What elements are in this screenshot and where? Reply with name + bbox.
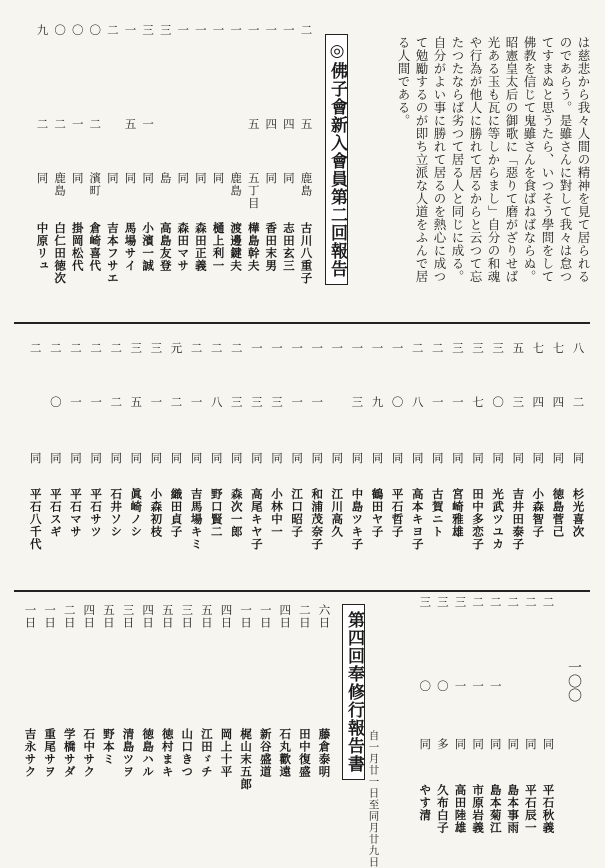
days-cell: 四日 — [278, 604, 293, 629]
month-cell: 一 — [176, 24, 191, 37]
month-cell: 七 — [531, 342, 546, 355]
day-cell: 一 — [89, 396, 104, 409]
day-cell: 二 — [169, 396, 184, 409]
day-cell: 〇 — [435, 680, 450, 693]
place-cell: 同 — [410, 452, 425, 465]
prose-line: は慈悲から我々人間の精神を見て居られる — [576, 36, 591, 283]
member-name: 古賀ニト — [430, 488, 445, 538]
month-cell: 一 — [264, 24, 279, 37]
member-name: 小林中一 — [270, 488, 284, 538]
place-cell: 同 — [264, 172, 279, 185]
member-name: 島本事雨 — [506, 784, 521, 834]
day-cell: 一 — [141, 118, 156, 131]
days-cell: 一日 — [23, 604, 38, 629]
days-cell: 一日 — [258, 604, 273, 629]
place-cell: 鹿島 — [229, 172, 244, 197]
member-name: 石中サク — [82, 728, 97, 778]
report-heading: ◎佛子會新入會員第二回報告 — [325, 34, 348, 285]
member-name: 和浦茂奈子 — [310, 488, 325, 551]
day-cell: 三 — [249, 396, 264, 409]
place-cell: 同 — [330, 452, 345, 465]
place-cell: 鹿島 — [299, 172, 314, 197]
day-cell: 一 — [453, 680, 468, 693]
place-cell: 同 — [35, 172, 50, 185]
month-cell: 三 — [453, 596, 468, 609]
prose-line: 佛教を信じて鬼雖さんを食ばねばならぬ。 — [522, 36, 537, 283]
month-cell: 二 — [410, 342, 425, 355]
days-cell: 二日 — [297, 604, 312, 629]
day-cell: 一 — [471, 680, 486, 693]
member-name: 野本ミ — [101, 728, 116, 766]
month-cell: 三 — [149, 342, 164, 355]
day-cell: 一 — [310, 396, 325, 409]
month-cell: 三 — [471, 342, 485, 355]
month-cell: 一 — [249, 342, 264, 355]
days-cell: 五日 — [160, 604, 175, 629]
place-cell: 五丁目 — [246, 172, 261, 210]
month-cell: 一 — [123, 24, 138, 37]
place-cell: 同 — [209, 452, 224, 465]
place-cell: 同 — [149, 452, 164, 465]
day-cell: 八 — [209, 396, 224, 409]
place-cell: 濱町 — [88, 172, 103, 197]
member-name: 清島ツヲ — [121, 728, 136, 778]
member-name: 田中多恋子 — [471, 488, 485, 551]
day-cell: 三 — [511, 396, 526, 409]
month-cell: 一 — [330, 342, 345, 355]
month-cell: 三 — [418, 596, 433, 609]
place-cell: 同 — [69, 452, 83, 465]
month-cell: 一 — [246, 24, 261, 37]
member-name: 吉永サク — [23, 728, 38, 778]
member-name: 重尾サヲ — [43, 728, 58, 778]
month-cell: 九 — [35, 24, 50, 37]
member-name: 馬場サイ — [123, 222, 138, 272]
day-cell: 四 — [264, 118, 279, 131]
day-cell: 一 — [69, 396, 83, 409]
day-cell: 一 — [488, 680, 503, 693]
day-cell: 九 — [370, 396, 385, 409]
day-cell: 〇 — [48, 396, 63, 409]
place-cell: 同 — [310, 452, 325, 465]
place-cell: 鹿島 — [53, 172, 68, 197]
member-name: 小森智子 — [531, 488, 546, 538]
member-name: 古川八重子 — [299, 222, 314, 285]
member-name: 高尾キヤ子 — [249, 488, 264, 551]
days-cell: 五日 — [199, 604, 214, 629]
day-cell: 五 — [299, 118, 314, 131]
day-cell: 一 — [70, 118, 85, 131]
place-cell: 同 — [105, 172, 120, 185]
member-name: 白仁田徳次 — [53, 222, 68, 285]
member-name: 藤倉泰明 — [317, 728, 332, 778]
place-cell: 同 — [70, 172, 85, 185]
month-cell: 五 — [511, 342, 526, 355]
days-cell: 五日 — [101, 604, 116, 629]
member-name: 森田正義 — [193, 222, 208, 272]
place-cell: 同 — [488, 738, 503, 751]
day-cell: 七 — [471, 396, 485, 409]
member-name: 市原岩義 — [471, 784, 486, 834]
month-cell: 三 — [129, 342, 144, 355]
place-cell: 同 — [229, 452, 244, 465]
day-cell: 三 — [350, 396, 365, 409]
member-name: 岡上十平 — [219, 728, 234, 778]
days-cell: 三日 — [180, 604, 195, 629]
month-cell: 二 — [109, 342, 124, 355]
month-cell: 一 — [229, 24, 244, 37]
member-name: 平石マサ — [69, 488, 83, 538]
days-cell: 一日 — [43, 604, 58, 629]
member-name: 徳島ハル — [141, 728, 156, 778]
place-cell: 同 — [169, 452, 184, 465]
place-cell: 同 — [28, 452, 43, 465]
member-name: 小森初枝 — [149, 488, 164, 538]
month-cell: 二 — [189, 342, 204, 355]
member-name: 倉崎喜代 — [88, 222, 103, 272]
member-name: 香田末男 — [264, 222, 279, 272]
member-name: 山口きつ — [180, 728, 195, 778]
day-cell: 八 — [410, 396, 425, 409]
days-cell: 四日 — [219, 604, 234, 629]
place-cell: 同 — [249, 452, 264, 465]
member-name: 吉馬場キミ — [189, 488, 204, 551]
month-cell: 二 — [506, 596, 521, 609]
month-cell: 一 — [270, 342, 284, 355]
month-cell: 一 — [281, 24, 296, 37]
month-cell: 二 — [69, 342, 83, 355]
prose-line: のであらう。是雖さんに對して我々は怠つ — [558, 36, 573, 283]
month-cell: 二 — [105, 24, 120, 37]
member-name: 梶山末五郎 — [239, 728, 254, 791]
member-name: 織田貞子 — [169, 488, 184, 538]
month-cell: 二 — [28, 342, 43, 355]
member-name: 樋上利一 — [211, 222, 226, 272]
prose-line: る人間である。 — [396, 36, 411, 127]
month-cell: 一 — [310, 342, 325, 355]
day-cell: 一 — [290, 396, 305, 409]
member-name: 石井ソシ — [109, 488, 124, 538]
day-cell: 一 — [149, 396, 164, 409]
member-name: 渡邊鍵夫 — [229, 222, 244, 272]
member-name: 新谷盛道 — [258, 728, 273, 778]
month-cell: 一 — [290, 342, 305, 355]
month-cell: 二 — [488, 596, 503, 609]
days-cell: 一日 — [239, 604, 254, 629]
page-number: 一〇〇 — [566, 660, 582, 702]
member-name: 久布白子 — [435, 784, 450, 834]
place-cell: 同 — [129, 452, 144, 465]
member-name: 島本菊江 — [488, 784, 503, 834]
place-cell: 同 — [211, 172, 226, 185]
day-cell: 四 — [551, 396, 566, 409]
member-name: 杉光喜次 — [571, 488, 586, 538]
place-cell: 同 — [506, 738, 521, 751]
day-cell: 四 — [531, 396, 546, 409]
month-cell: 二 — [89, 342, 104, 355]
place-cell: 同 — [450, 452, 465, 465]
month-cell: 〇 — [88, 24, 103, 37]
member-name: 森田マサ — [176, 222, 191, 272]
member-name: 平石スギ — [48, 488, 63, 538]
place-cell: 同 — [176, 172, 191, 185]
day-cell: 一 — [189, 396, 204, 409]
day-cell: 二 — [88, 118, 103, 131]
place-cell: 同 — [430, 452, 445, 465]
member-name: やす清 — [418, 784, 433, 822]
member-name: 宮崎雅雄 — [450, 488, 465, 538]
place-cell: 同 — [523, 738, 538, 751]
day-cell: 〇 — [390, 396, 405, 409]
month-cell: 三 — [141, 24, 156, 37]
day-cell: 二 — [571, 396, 586, 409]
day-cell: 三 — [270, 396, 284, 409]
place-cell: 島 — [158, 172, 173, 185]
month-cell: 三 — [435, 596, 450, 609]
place-cell: 同 — [109, 452, 124, 465]
days-cell: 二日 — [62, 604, 77, 629]
month-cell: 八 — [571, 342, 586, 355]
days-cell: 三日 — [121, 604, 136, 629]
place-cell: 同 — [453, 738, 468, 751]
month-cell: 二 — [209, 342, 224, 355]
month-cell: 〇 — [70, 24, 85, 37]
member-name: 高田陸雄 — [453, 784, 468, 834]
month-cell: 三 — [158, 24, 173, 37]
month-cell: 一 — [350, 342, 365, 355]
day-cell: 〇 — [491, 396, 506, 409]
place-cell: 同 — [571, 452, 586, 465]
month-cell: 七 — [551, 342, 566, 355]
place-cell: 同 — [141, 172, 156, 185]
day-cell: 一 — [430, 396, 445, 409]
place-cell: 同 — [123, 172, 138, 185]
place-cell: 同 — [541, 738, 556, 751]
place-cell: 同 — [418, 738, 433, 751]
day-cell: 一 — [450, 396, 465, 409]
member-name: 中島ツキ子 — [350, 488, 365, 551]
place-cell: 同 — [531, 452, 546, 465]
prose-line: や行為が他人に勝れて居るからと云つて忘 — [468, 36, 483, 283]
horizontal-rule — [14, 590, 590, 592]
day-cell: 二 — [35, 118, 50, 131]
report2-period: 自一月廿一日至同月廿九日 — [367, 730, 380, 868]
place-cell: 同 — [511, 452, 526, 465]
member-name: 学橋サダ — [62, 728, 77, 778]
prose-line: 光ある玉も瓦に等しからまし」自分の和魂 — [486, 36, 501, 283]
day-cell: 二 — [53, 118, 68, 131]
month-cell: 二 — [48, 342, 63, 355]
member-name: 吉井田泰子 — [511, 488, 526, 551]
days-cell: 四日 — [82, 604, 97, 629]
member-name: 徳島菅己 — [551, 488, 566, 538]
place-cell: 同 — [189, 452, 204, 465]
month-cell: 三 — [491, 342, 506, 355]
days-cell: 四日 — [141, 604, 156, 629]
member-name: 徳村まキ — [160, 728, 175, 778]
member-name: 高島友登 — [158, 222, 173, 272]
member-name: 小濱一誠 — [141, 222, 156, 272]
member-name: 平石哲子 — [390, 488, 405, 538]
place-cell: 同 — [193, 172, 208, 185]
member-name: 樺島幹夫 — [246, 222, 261, 272]
member-name: 吉本フサエ — [105, 222, 120, 285]
place-cell: 同 — [290, 452, 305, 465]
place-cell: 同 — [471, 452, 485, 465]
report2-heading: 第四回奉修行報告書 — [342, 604, 365, 780]
member-name: 平石秋義 — [541, 784, 556, 834]
member-name: 江川高久 — [330, 488, 345, 538]
place-cell: 同 — [370, 452, 385, 465]
member-name: 眞崎ノシ — [129, 488, 144, 538]
month-cell: 一 — [390, 342, 405, 355]
member-name: 光武ツユカ — [491, 488, 506, 551]
place-cell: 同 — [551, 452, 566, 465]
month-cell: 二 — [430, 342, 445, 355]
day-cell: 五 — [123, 118, 138, 131]
member-name: 中原リュ — [35, 222, 50, 272]
place-cell: 多 — [435, 738, 450, 751]
place-cell: 同 — [350, 452, 365, 465]
month-cell: 二 — [229, 342, 244, 355]
member-name: 江田ゞチ — [199, 728, 214, 778]
prose-line: 昭憲皇太后の御歌に「惡りて磨がざりせば — [504, 36, 519, 283]
month-cell: 一 — [370, 342, 385, 355]
day-cell: 五 — [246, 118, 261, 131]
member-name: 高本キヨ子 — [410, 488, 425, 551]
place-cell: 同 — [491, 452, 506, 465]
member-name: 森次一郎 — [229, 488, 244, 538]
place-cell: 同 — [270, 452, 284, 465]
horizontal-rule — [14, 322, 590, 324]
member-name: 平石八千代 — [28, 488, 43, 551]
day-cell: 四 — [281, 118, 296, 131]
month-cell: 一 — [211, 24, 226, 37]
month-cell: 元 — [169, 342, 184, 355]
member-name: 平石サツ — [89, 488, 104, 538]
month-cell: 〇 — [53, 24, 68, 37]
month-cell: 二 — [523, 596, 538, 609]
prose-line: 自分がよい事に勝れて居るのを熱心に成つ — [432, 36, 447, 283]
prose-line: たつたならば劣つて居る人と同じに成る。 — [450, 36, 465, 283]
day-cell: 三 — [229, 396, 244, 409]
member-name: 石丸歡遠 — [278, 728, 293, 778]
month-cell: 一 — [193, 24, 208, 37]
prose-line: てすまぬと思うたら、いつそう學問をして — [540, 36, 555, 283]
member-name: 野口賢二 — [209, 488, 224, 538]
member-name: 志田玄三 — [281, 222, 296, 272]
member-name: 江口昭子 — [290, 488, 305, 538]
place-cell: 同 — [89, 452, 104, 465]
place-cell: 同 — [48, 452, 63, 465]
place-cell: 同 — [281, 172, 296, 185]
place-cell: 同 — [471, 738, 486, 751]
place-cell: 同 — [390, 452, 405, 465]
member-name: 鶴田ヤ子 — [370, 488, 385, 538]
day-cell: 〇 — [418, 680, 433, 693]
day-cell: 二 — [109, 396, 124, 409]
prose-line: て勉勵するのが即ち立派な人道をふんで居 — [414, 36, 429, 283]
day-cell: 五 — [129, 396, 144, 409]
days-cell: 六日 — [317, 604, 332, 629]
member-name: 平石辰一 — [523, 784, 538, 834]
month-cell: 二 — [541, 596, 556, 609]
member-name: 掛岡松代 — [70, 222, 85, 272]
month-cell: 二 — [299, 24, 314, 37]
month-cell: 三 — [450, 342, 465, 355]
member-name: 田中復盛 — [297, 728, 312, 778]
month-cell: 二 — [471, 596, 486, 609]
